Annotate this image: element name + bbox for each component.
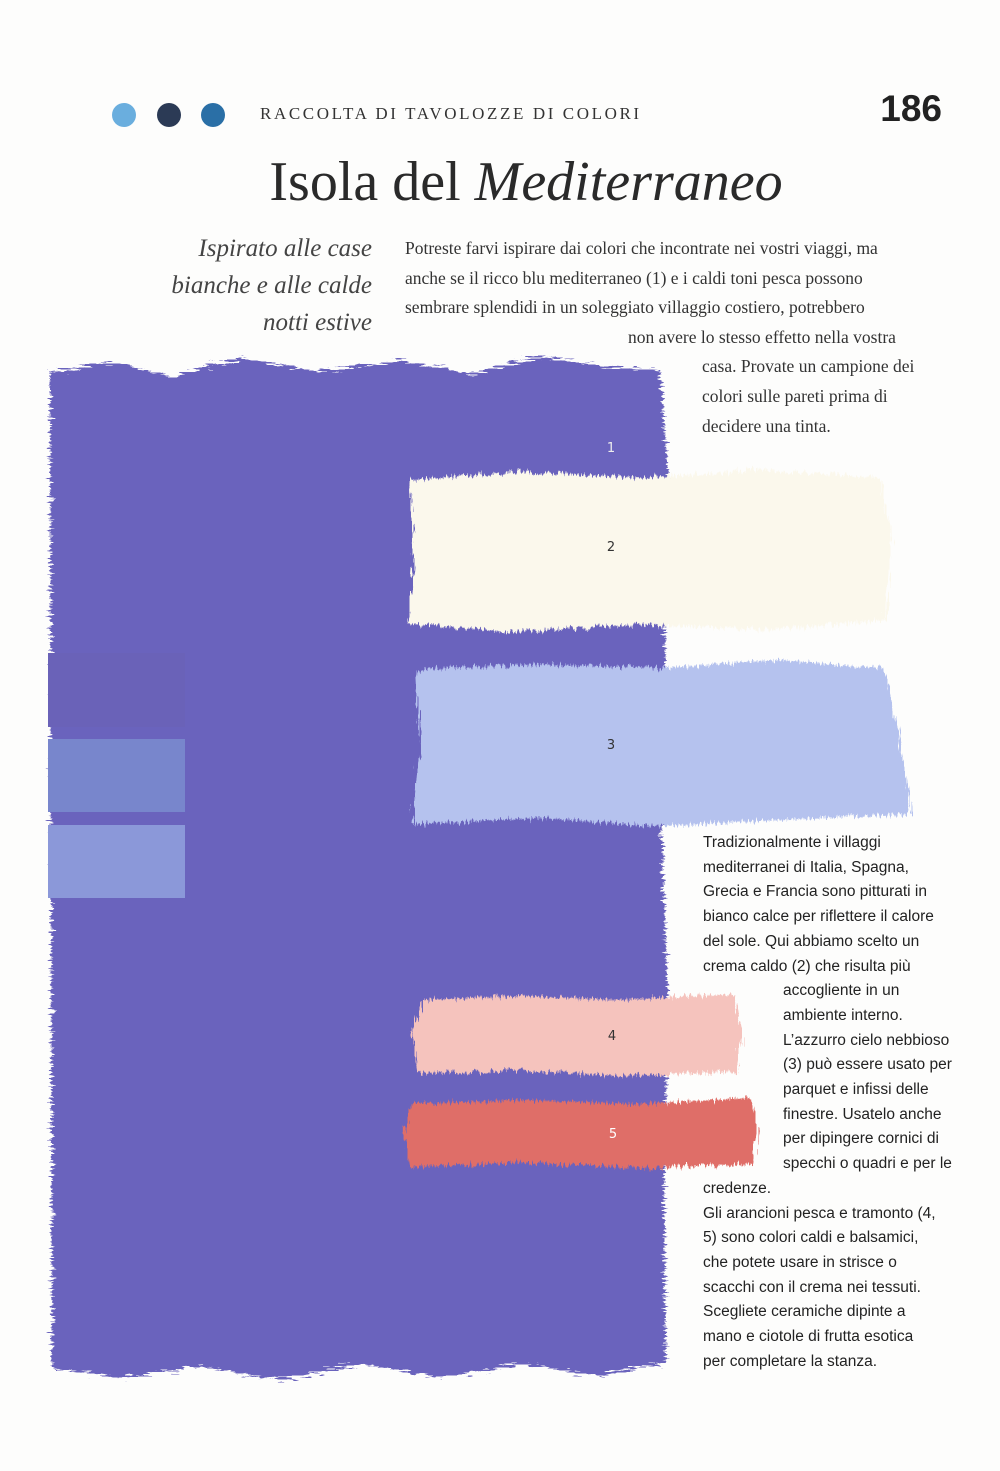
intro-line: Potreste farvi ispirare dai colori che incontrate nei vostri viaggi, ma — [405, 238, 878, 258]
body-line: ambiente interno. — [783, 1006, 903, 1024]
intro-line: sembrare splendidi in un soleggiato villaggio costiero, potrebbero — [405, 297, 865, 318]
body-line: L’azzurro cielo nebbioso — [783, 1031, 950, 1049]
body-line: per completare la stanza. — [703, 1352, 878, 1370]
body-line: (3) può essere usato per — [783, 1056, 952, 1074]
body-line: finestre. Usatelo anche — [783, 1105, 942, 1123]
intro-line: decidere una tinta. — [702, 415, 831, 436]
intro-line: casa. Provate un campione dei — [702, 356, 915, 377]
title-italic: Mediterraneo — [474, 151, 783, 213]
swatch-number: 1 — [606, 441, 616, 456]
body-line: bianco calce per riflettere il calore — [703, 908, 934, 926]
body-line: accogliente in un — [783, 982, 900, 1000]
body-line: Scegliete ceramiche dipinte a — [703, 1303, 906, 1321]
subtitle-line: bianche e alle calde — [171, 272, 372, 299]
body-paragraph — [703, 831, 952, 1374]
body-line: 5) sono colori caldi e balsamici, — [703, 1229, 919, 1247]
swatch-number: 4 — [607, 1029, 617, 1044]
intro-line: anche se il ricco blu mediterraneo (1) e i caldi toni pesca possono — [405, 267, 863, 288]
swatch-4-stroke — [412, 994, 742, 1076]
body-line: Grecia e Francia sono pitturati in — [703, 883, 927, 901]
page-number: 186 — [880, 88, 942, 129]
body-line: che potete usare in strisce o — [703, 1253, 897, 1271]
intro-line: colori sulle pareti prima di — [702, 385, 888, 406]
color-chip — [48, 653, 185, 727]
swatch-3-stroke — [412, 660, 912, 826]
body-line: Tradizionalmente i villaggi — [703, 834, 881, 851]
body-line: Gli arancioni pesca e tramonto (4, — [703, 1204, 936, 1222]
series-title: RACCOLTA DI TAVOLOZZE DI COLORI — [260, 104, 642, 123]
body-line: parquet e infissi delle — [783, 1081, 929, 1099]
swatch-2-stroke — [408, 470, 892, 632]
body-line: credenze. — [703, 1179, 772, 1197]
intro-paragraph — [405, 234, 914, 441]
color-chip — [48, 739, 185, 812]
swatch-number: 2 — [606, 540, 616, 555]
swatch-number: 5 — [608, 1127, 618, 1142]
swatch-number: 3 — [606, 738, 616, 753]
body-line: scacchi con il crema nei tessuti. — [703, 1278, 921, 1296]
body-line: specchi o quadri e per le — [783, 1155, 952, 1173]
body-line: per dipingere cornici di — [783, 1130, 939, 1148]
intro-line: non avere lo stesso effetto nella vostra — [628, 326, 896, 347]
subtitle-line: notti estive — [263, 309, 372, 336]
body-line: mediterranei di Italia, Spagna, — [703, 858, 909, 876]
body-line: mano e ciotole di frutta esotica — [703, 1328, 914, 1346]
body-line: del sole. Qui abbiamo scelto un — [703, 932, 920, 950]
color-chip — [48, 825, 185, 898]
body-line: crema caldo (2) che risulta più — [703, 957, 911, 975]
subtitle-line: Ispirato alle case — [198, 235, 372, 262]
title-plain: Isola del — [269, 151, 475, 213]
